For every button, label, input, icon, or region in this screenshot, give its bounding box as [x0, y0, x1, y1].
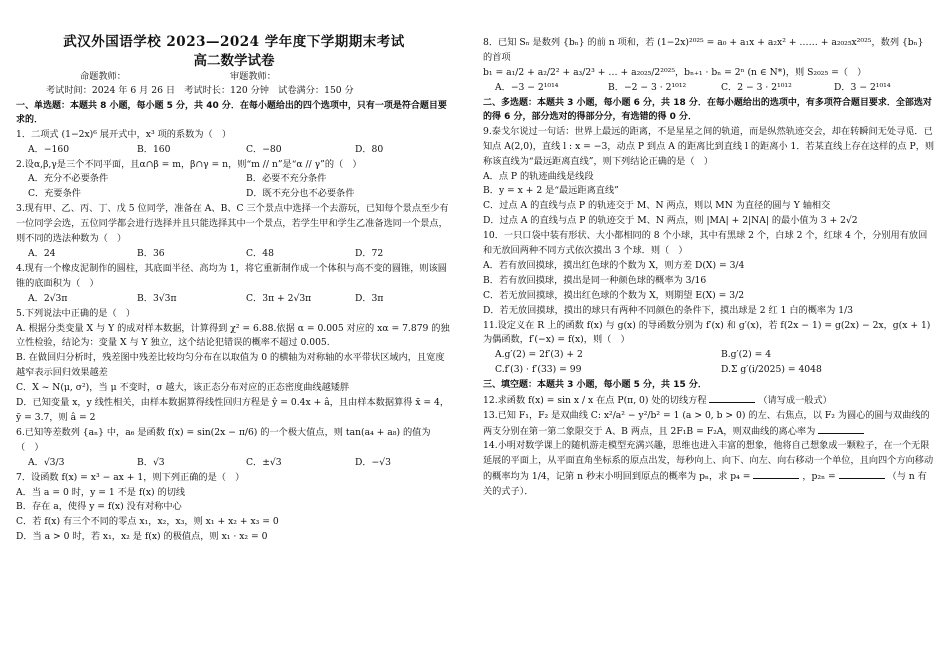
section-multi-choice: 二、多选题：本题共 3 小题，每小题 6 分，共 18 分．在每小题给出的选项中，有多项符合题目要求．全部选对的得 6 分，部分选对的得部分分，有选错的得 0 分．	[483, 97, 932, 123]
question-12	[483, 393, 935, 409]
question-6: 6.已知等差数列 {aₙ} 中，a₆ 是函数 f(x) = sin(2x − π/6) 的一个极大值点，则 tan(a₄ + a₈) 的值为（ ）	[16, 426, 431, 453]
q2-option-c: C．充要条件	[28, 188, 81, 200]
exam-title: 武汉外国语学校 2023—2024 学年度下学期期末考试	[63, 34, 405, 50]
q2-option-a: A．充分不必要条件	[28, 173, 109, 185]
q9-option-c: C．过点 A 的直线与点 P 的轨迹交于 M、N 两点，则以 MN 为直径的圆与 Y 轴相交	[483, 200, 831, 212]
question-5: 5.下列说法中正确的是（ ）	[16, 307, 136, 319]
question-3-options	[16, 247, 452, 262]
q7-option-b: B．存在 a，使得 y = f(x) 没有对称中心	[16, 501, 182, 513]
q7-option-a: A．当 a = 0 时，y = 1 不是 f(x) 的切线	[16, 486, 186, 498]
q12-text: 12.求函数 f(x) = sin x / x 在点 P(π, 0) 处的切线方程	[483, 394, 707, 406]
question-3: 3.现有甲、乙、丙、丁、戊 5 位同学，准备在 A、B、C 三个景点中选择一个去游玩，已知每个景点至少有一位同学会选，五位同学都会进行选择并且只能选择其中一个景点，若学生甲和学生乙准备选同一个景点，则不同的选法种数为（ ）	[16, 203, 449, 245]
q8-option-d: D．3 − 2¹⁰¹⁴	[834, 81, 891, 93]
question-1: 1．二项式 (1−2x)⁶ 展开式中，x³ 项的系数为（ ）	[16, 128, 232, 140]
question-9: 9.泰戈尔说过一句话：世界上最远的距离，不是星星之间的轨道，而是纵然轨迹交会，却在转瞬间无处寻觅．已知点 A(2,0)，直线 l : x = −3，动点 P 到点 A 的距离比到直线 l 的距离小 1．若某直线上存在这样的点 P，则称该直线为“最远距离直线”，则下列结论正确的是（ ）	[483, 125, 935, 167]
question-8-options	[483, 81, 935, 96]
q11-option-c: C.f′(3) · f′(33) = 99	[495, 364, 582, 376]
q8-option-c: C．2 − 3 · 2¹⁰¹²	[721, 81, 792, 93]
question-1-options	[16, 143, 452, 158]
section-fill-blank: 三、填空题：本题共 3 小题，每小题 5 分，共 15 分．	[483, 380, 707, 391]
question-8-line1: 8．已知 Sₙ 是数列 {bₙ} 的前 n 项和，若 (1−2x)²⁰²⁵ = a₀ + a₁x + a₂x² + …… + a₂₀₂₅x²⁰²⁵，数列 {bₙ} 的首项	[483, 37, 924, 63]
q11-option-b: B.g′(2) = 4	[721, 349, 772, 361]
q10-option-a: A．若有放回摸球，摸出红色球的个数为 X，则方差 D(X) = 3/4	[483, 259, 745, 271]
q10-option-b: B．若有放回摸球，摸出是同一种颜色球的概率为 3/16	[483, 274, 707, 286]
exam-info: 考试时间：2024 年 6 月 26 日 考试时长：120 分钟 试卷满分：150 分	[46, 85, 354, 97]
q14-mid: ，p₂ₙ =	[802, 471, 836, 483]
question-4: 4.现有一个橡皮泥制作的圆柱，其底面半径、高均为 1，将它重新制作成一个体积与高不变的圆锥，则该圆锥的底面积为（ ）	[16, 262, 447, 289]
q9-option-b: B．y = x + 2 是“最远距离直线”	[483, 185, 619, 197]
q5-option-a: A. 根据分类变量 X 与 Y 的成对样本数据，计算得到 χ² = 6.88.依据 α = 0.005 对应的 xα = 7.879 的独立性检验，结论为：变量 X 与 Y 独立，这个结论犯错误的概率不超过 0.005.	[16, 322, 450, 349]
q5-option-c: C．X ~ N(μ, σ²)，当 μ 不变时，σ 越大，该正态分布对应的正态密度曲线越矮胖	[16, 382, 350, 394]
question-11: 11.设定义在 R 上的函数 f(x) 与 g(x) 的导函数分别为 f′(x) 和 g′(x)，若 f(2x − 1) = g(2x) − 2x，g(x + 1) 为偶函数，f′(−x) = f(x)，则（ ）	[483, 319, 931, 346]
question-14	[483, 439, 935, 500]
q5-option-b: B. 在做回归分析时，残差图中残差比较均匀分布在以取值为 0 的横轴为对称轴的水平带状区域内，且宽度越窄表示回归效果越差	[16, 352, 445, 379]
question-2-options-row1	[16, 172, 452, 187]
question-4-options	[16, 292, 452, 307]
q13-text: 13.已知 F₁，F₂ 是双曲线 C: x²/a² − y²/b² = 1 (a > 0, b > 0) 的左、右焦点，以 F₂ 为圆心的圆与双曲线的两支分别在第一第二象限交于 A、B 两点，且 2F₁B = F₂A，则双曲线的离心率为	[483, 409, 930, 437]
q13-answer-blank[interactable]	[818, 424, 864, 434]
q5-option-d: D．已知变量 x，y 线性相关，由样本数据算得线性回归方程是 ŷ = 0.4x + â，且由样本数据算得 x̄ = 4，ȳ = 3.7，则 â = 2	[16, 397, 450, 423]
q3-option-b: B．36	[137, 248, 165, 259]
q7-option-c: C．若 f(x) 有三个不同的零点 x₁，x₂，x₃，则 x₁ + x₂ + x₃ = 0	[16, 516, 279, 528]
q12-answer-blank[interactable]	[709, 393, 755, 403]
q6-option-c: C．±√3	[246, 456, 282, 468]
question-2-options-row2	[16, 187, 452, 202]
q4-option-b: B．3√3π	[137, 292, 177, 304]
q3-option-c: C．48	[246, 248, 274, 259]
q8-option-a: A．−3 − 2¹⁰¹⁴	[495, 81, 559, 93]
teacher-row	[16, 70, 452, 84]
q4-option-a: A．2√3π	[28, 292, 68, 304]
q4-option-d: D．3π	[355, 292, 384, 304]
section-single-choice: 一、单选题：本题共 8 小题，每小题 5 分，共 40 分．在每小题给出的四个选项中，只有一项是符合题目要求的．	[16, 100, 447, 126]
q6-option-a: A．√3/3	[28, 456, 65, 468]
q1-option-a: A．−160	[28, 143, 70, 155]
question-2: 2.设α,β,γ是三个不同平面，且α∩β = m，β∩γ = n，则“m // n”是“α // γ”的（ ）	[16, 158, 362, 170]
q14-answer-blank-p2n[interactable]	[839, 469, 885, 479]
q14-answer-blank-p4[interactable]	[753, 469, 799, 479]
q9-option-d: D．过点 A 的直线与点 P 的轨迹交于 M、N 两点，则 |MA| + 2|NA| 的最小值为 3 + 2√2	[483, 215, 858, 227]
left-column	[16, 0, 452, 545]
q3-option-a: A．24	[28, 248, 56, 259]
right-column	[483, 36, 935, 500]
question-13	[483, 409, 935, 440]
q6-option-d: D．−√3	[355, 456, 391, 468]
q12-note: （请写成一般式）	[758, 394, 832, 406]
q9-option-a: A．点 P 的轨迹曲线是线段	[483, 170, 594, 182]
q1-option-d: D．80	[355, 143, 384, 155]
proposer-label: 命题教师：	[80, 71, 126, 83]
question-6-options	[16, 456, 452, 471]
q2-option-b: B．必要不充分条件	[246, 173, 327, 185]
question-11-options-row2	[483, 363, 935, 378]
question-8-line2: b₁ = a₁/2 + a₂/2² + a₃/2³ + … + a₂₀₂₅/2²⁰²⁵，bₙ₊₁ · bₙ = 2ⁿ (n ∈ N*)，则 S₂₀₂₅ =（ ）	[483, 66, 867, 78]
q14-end: （与 n 有关的式子）．	[483, 471, 927, 498]
question-11-options-row1	[483, 348, 935, 363]
q1-option-c: C．−80	[246, 143, 282, 155]
q7-option-d: D．当 a > 0 时，若 x₁，x₂ 是 f(x) 的极值点，则 x₁ · x₂ = 0	[16, 531, 268, 543]
q10-option-c: C．若无放回摸球，摸出红色球的个数为 X，则期望 E(X) = 3/2	[483, 289, 745, 301]
exam-subtitle: 高二数学试卷	[193, 52, 275, 69]
q11-option-a: A.g′(2) = 2f′(3) + 2	[495, 349, 583, 361]
q6-option-b: B．√3	[137, 456, 165, 468]
q3-option-d: D．72	[355, 248, 384, 259]
q1-option-b: B．160	[137, 143, 171, 155]
q2-option-d: D．既不充分也不必要条件	[246, 188, 355, 200]
reviewer-label: 审题教师：	[230, 71, 276, 83]
question-10: 10．一只口袋中装有形状、大小都相同的 8 个小球，其中有黑球 2 个，白球 2 个，红球 4 个，分别用有放回和无放回两种不同方式依次摸出 3 个球．则（ ）	[483, 230, 928, 257]
q4-option-c: C．3π + 2√3π	[246, 292, 312, 304]
q11-option-d: D.Σ g′(i/2025) = 4048	[721, 364, 822, 376]
q10-option-d: D．若无放回摸球，摸出的球只有两种不同颜色的条件下，摸出球是 2 红 1 白的概率为 1/3	[483, 304, 854, 316]
q8-option-b: B．−2 − 3 · 2¹⁰¹²	[608, 81, 687, 93]
q14-text: 14.小明对数学课上的随机游走模型充满兴趣，思维也进入丰富的想象，他将自己想象成一颗粒子，在一个无限延展的平面上，从平面直角坐标系的原点出发，每秒向上、向下、向左、向右移动一个单位，且向四个方向移动的概率均为 1/4，记第 n 秒末小明回到原点的概率为 pₙ，求 p₄ =	[483, 440, 934, 483]
question-7: 7．设函数 f(x) = x³ − ax + 1，则下列正确的是（ ）	[16, 471, 245, 483]
